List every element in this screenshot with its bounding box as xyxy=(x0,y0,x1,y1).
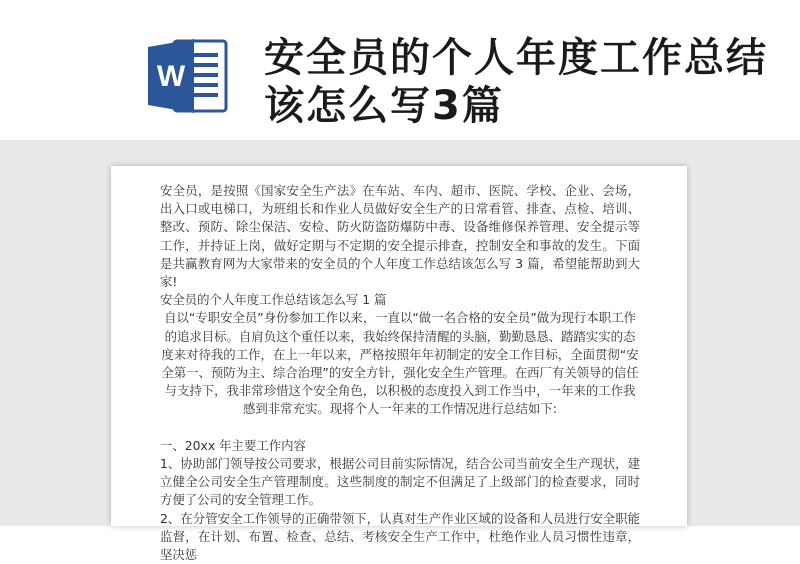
list-item: 1、协助部门领导按公司要求，根据公司目前实际情况，结合公司当前安全生产现状，建立健全公司安全生产管理制度。这些制度的制定不但满足了上级部门的检查要求，同时方便了公司的安全管理工作。 xyxy=(160,456,640,508)
document-page xyxy=(111,166,687,563)
body-paragraph: 自以“专职安全员”身份参加工作以来，一直以“做一名合格的安全员”做为现行本职工作的追求目标。自肩负这个重任以来，我始终保持清醒的头脑，勤勤恳恳、踏踏实实的态度来对待我的工作，在上一年以来，严格按照年年初制定的安全工作目标，全面贯彻“安全第一、预防为主、综合治理”的安全方针，强化安全生产管理。在西厂有关领导的信任与支持下，我非常珍惜这个安全角色，以积极的态度投入到工作当中，一年来的工作我感到非常充实。现将个人一年来的工作情况进行总结如下: xyxy=(161,310,639,417)
page-title: 安全员的个人年度工作总结该怎么写3篇 xyxy=(264,35,768,129)
blank-line xyxy=(160,419,640,437)
section-heading: 安全员的个人年度工作总结该怎么写 1 篇 xyxy=(160,292,387,308)
subheading: 一、20xx 年主要工作内容 xyxy=(160,437,306,453)
list-item: 2、在分管安全工作领导的正确带领下，认真对生产作业区域的设备和人员进行安全职能监督，在计划、布置、检查、总结、考核安全生产工作中，杜绝作业人员习惯性违章，坚决惩 xyxy=(160,510,640,563)
page-header xyxy=(0,0,800,150)
intro-paragraph: 安全员，是按照《国家安全生产法》在车站、车内、超市、医院、学校、企业、会场，出入口或电梯口，为班组长和作业人员做好安全生产的日常看管、排查、点检、培训、整改、预防、除尘保洁、安检、防火防盗防爆防中毒、设备维修保养管理、安全提示等工作，并持证上岗，做好定期与不定期的安全提示排查，控制安全和事故的发生。下面是共赢教育网为大家带来的安全员的个人年度工作总结该怎么写 3 篇，希望能帮助到大家! xyxy=(160,183,640,290)
word-icon-letter: W xyxy=(156,60,186,93)
word-doc-icon xyxy=(144,33,230,119)
document-content xyxy=(160,182,640,564)
